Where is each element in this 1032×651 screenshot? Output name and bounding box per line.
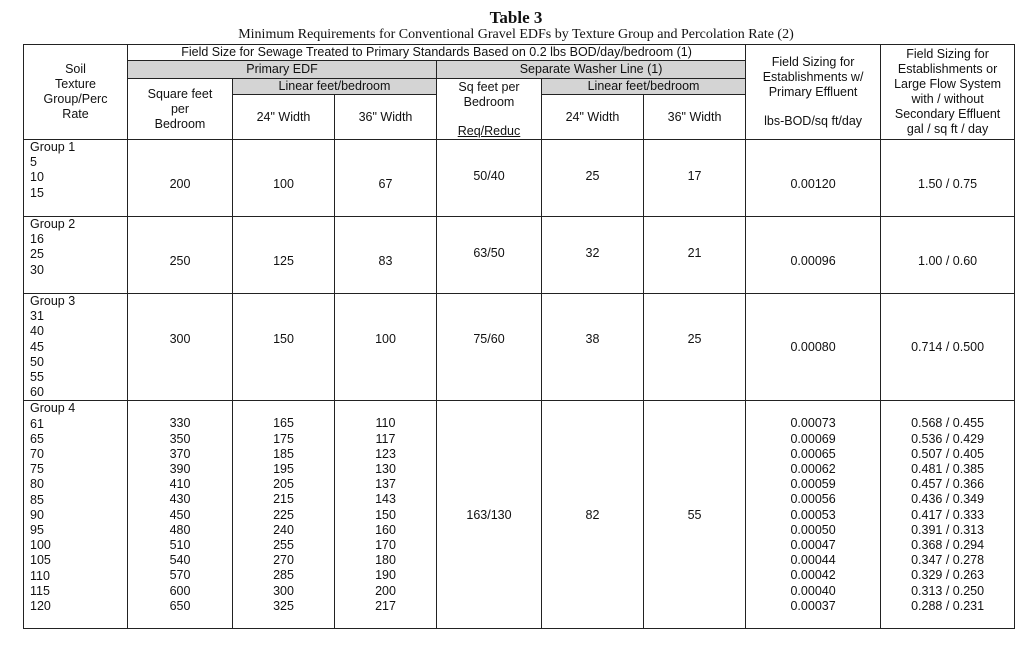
lin36-cell xyxy=(335,401,437,629)
large-cell: 0.714 / 0.500 xyxy=(881,294,1015,401)
lin24-cell: 150 xyxy=(233,294,335,401)
est-value: 0.00037 xyxy=(790,598,836,613)
lin36-value: 170 xyxy=(375,538,396,553)
field-sizing-est-line: Establishments w/ xyxy=(762,70,864,84)
lin24-value: 270 xyxy=(273,553,294,568)
large-cell: 1.50 / 0.75 xyxy=(881,140,1015,217)
est-value: 0.00065 xyxy=(790,446,836,461)
large-value: 0.288 / 0.231 xyxy=(911,598,985,613)
perc-rate: 85 xyxy=(30,492,44,507)
large-value: 0.457 / 0.366 xyxy=(911,477,985,492)
perc-rate: 61 xyxy=(30,416,44,431)
large-value: 0.347 / 0.278 xyxy=(911,553,985,568)
lin24-value: 255 xyxy=(273,538,294,553)
sqft-value: 370 xyxy=(169,446,191,461)
est-value: 0.00053 xyxy=(790,507,836,522)
lin24-value: 185 xyxy=(273,446,294,461)
lin36-value: 110 xyxy=(375,416,396,431)
soil-header-line: Texture xyxy=(55,77,96,91)
lin36-value: 180 xyxy=(375,553,396,568)
perc-rate: 80 xyxy=(30,477,44,492)
separate-washer-header: Separate Washer Line (1) xyxy=(437,61,746,79)
lin24-value: 225 xyxy=(273,507,294,522)
washer24-cell: 25 xyxy=(542,140,644,217)
group-cell xyxy=(24,140,128,217)
lin36-value: 200 xyxy=(375,583,396,598)
sq-feet-washer-line: Bedroom xyxy=(463,95,515,109)
perc-rate: 40 xyxy=(30,324,44,339)
sqft-cell xyxy=(128,401,233,629)
table-row-group-4 xyxy=(24,401,1015,629)
perc-rate: 30 xyxy=(30,262,44,277)
table-subtitle: Minimum Requirements for Conventional Gravel EDFs by Texture Group and Percolation Rate (2) xyxy=(238,27,794,42)
lin36-cell: 67 xyxy=(335,140,437,217)
perc-rate: 120 xyxy=(30,599,51,614)
large-value: 0.417 / 0.333 xyxy=(911,507,985,522)
perc-rate: 110 xyxy=(30,568,50,583)
lin36-value: 137 xyxy=(375,477,396,492)
soil-header xyxy=(24,45,128,140)
washer36-cell: 55 xyxy=(644,401,746,629)
group-cell xyxy=(24,217,128,294)
perc-rate: 70 xyxy=(30,447,44,462)
large-value: 0.536 / 0.429 xyxy=(911,431,985,446)
sqft-header-line: Bedroom xyxy=(154,116,206,131)
large-cell xyxy=(881,401,1015,629)
primary-edf-header: Primary EDF xyxy=(128,61,437,79)
group-label: Group 4 xyxy=(30,401,76,416)
sqft-value: 430 xyxy=(169,492,191,507)
soil-header-lines xyxy=(24,62,127,122)
perc-rate: 16 xyxy=(30,232,44,247)
group-cell xyxy=(24,401,128,629)
washer36-cell: 21 xyxy=(644,217,746,294)
lin36-value: 123 xyxy=(375,446,396,461)
washer-sq-cell: 75/60 xyxy=(437,294,542,401)
width-36-washer-header: 36" Width xyxy=(644,95,746,140)
sqft-cell: 250 xyxy=(128,217,233,294)
est-value: 0.00050 xyxy=(790,522,836,537)
table-row-group-2 xyxy=(24,217,1015,294)
sqft-value: 350 xyxy=(169,431,191,446)
sqft-value: 600 xyxy=(169,583,191,598)
lin24-cell: 125 xyxy=(233,217,335,294)
sqft-cell: 300 xyxy=(128,294,233,401)
est-value: 0.00042 xyxy=(790,568,836,583)
field-size-header: Field Size for Sewage Treated to Primary Standards Based on 0.2 lbs BOD/day/bedroom (1) xyxy=(128,45,746,61)
width-24-primary-header: 24" Width xyxy=(233,95,335,140)
est-cell xyxy=(746,401,881,629)
lin36-value: 190 xyxy=(375,568,396,583)
lin24-value: 285 xyxy=(273,568,294,583)
sqft-header-line: Square feet xyxy=(147,86,213,101)
perc-rate: 65 xyxy=(30,431,44,446)
lin36-value: 143 xyxy=(375,492,396,507)
field-sizing-est-line: Primary Effluent xyxy=(768,85,858,99)
sqft-per-bedroom-header xyxy=(128,79,233,140)
perc-rate: 15 xyxy=(30,185,44,200)
field-sizing-large-line: Large Flow System xyxy=(894,77,1002,91)
lin24-value: 175 xyxy=(273,431,294,446)
est-cell: 0.00120 xyxy=(746,140,881,217)
large-value: 0.481 / 0.385 xyxy=(911,462,985,477)
table-row-group-3 xyxy=(24,294,1015,401)
field-sizing-establishments-header xyxy=(746,45,881,140)
washer24-cell: 32 xyxy=(542,217,644,294)
linear-feet-primary-header: Linear feet/bedroom xyxy=(233,79,437,95)
large-value: 0.568 / 0.455 xyxy=(911,416,985,431)
group-label: Group 2 xyxy=(30,217,76,231)
est-value: 0.00047 xyxy=(790,538,836,553)
lin24-cell: 100 xyxy=(233,140,335,217)
req-reduc-label: Req/Reduc xyxy=(457,124,521,138)
lin24-value: 300 xyxy=(273,583,294,598)
group-cell xyxy=(24,294,128,401)
field-sizing-large-header xyxy=(881,45,1015,140)
large-value: 0.368 / 0.294 xyxy=(911,538,985,553)
group-label: Group 3 xyxy=(30,294,76,308)
washer36-cell: 25 xyxy=(644,294,746,401)
est-cell: 0.00080 xyxy=(746,294,881,401)
est-cell: 0.00096 xyxy=(746,217,881,294)
field-sizing-large-line: Field Sizing for xyxy=(906,47,989,61)
sqft-header-line: per xyxy=(170,101,190,116)
lin24-value: 195 xyxy=(273,462,294,477)
soil-header-line: Rate xyxy=(62,107,89,121)
perc-rate: 55 xyxy=(30,370,44,385)
est-value: 0.00073 xyxy=(790,416,836,431)
sqft-value: 650 xyxy=(169,598,191,613)
sqft-value: 330 xyxy=(169,416,191,431)
soil-header-line: Soil xyxy=(65,62,86,76)
perc-rate: 115 xyxy=(30,583,50,598)
perc-rate: 95 xyxy=(30,523,44,538)
washer24-cell: 82 xyxy=(542,401,644,629)
perc-rate: 105 xyxy=(30,553,51,568)
large-value: 0.507 / 0.405 xyxy=(911,446,985,461)
field-sizing-large-line: Establishments or xyxy=(897,62,998,76)
est-value: 0.00059 xyxy=(790,477,836,492)
perc-rate: 50 xyxy=(30,354,44,369)
lin36-value: 117 xyxy=(375,431,396,446)
large-value: 0.329 / 0.263 xyxy=(911,568,985,583)
est-value: 0.00056 xyxy=(790,492,836,507)
lin36-value: 130 xyxy=(375,462,396,477)
washer-sq-cell: 50/40 xyxy=(437,140,542,217)
washer-sq-cell: 63/50 xyxy=(437,217,542,294)
sqft-value: 540 xyxy=(169,553,191,568)
sqft-value: 570 xyxy=(169,568,191,583)
perc-rate: 100 xyxy=(30,538,51,553)
large-value: 0.436 / 0.349 xyxy=(911,492,985,507)
lbs-unit-label: lbs-BOD/sq ft/day xyxy=(764,114,863,128)
group-label: Group 1 xyxy=(30,140,76,154)
est-value: 0.00069 xyxy=(790,431,836,446)
washer36-cell: 17 xyxy=(644,140,746,217)
width-36-primary-header: 36" Width xyxy=(335,95,437,140)
washer-sq-cell: 163/130 xyxy=(437,401,542,629)
est-value: 0.00062 xyxy=(790,462,836,477)
perc-rate: 25 xyxy=(30,247,44,262)
large-cell: 1.00 / 0.60 xyxy=(881,217,1015,294)
sq-feet-washer-line: Sq feet per xyxy=(458,80,520,94)
lin36-value: 160 xyxy=(375,522,396,537)
linear-feet-washer-header: Linear feet/bedroom xyxy=(542,79,746,95)
lin36-cell: 83 xyxy=(335,217,437,294)
sqft-value: 510 xyxy=(169,538,191,553)
lin24-value: 205 xyxy=(273,477,294,492)
field-sizing-est-line: Field Sizing for xyxy=(771,55,855,69)
lin36-value: 150 xyxy=(375,507,396,522)
large-value: 0.391 / 0.313 xyxy=(911,522,985,537)
lin24-value: 325 xyxy=(273,598,294,613)
sq-feet-washer-header xyxy=(437,79,542,140)
lin24-value: 240 xyxy=(273,522,294,537)
washer24-cell: 38 xyxy=(542,294,644,401)
width-24-washer-header: 24" Width xyxy=(542,95,644,140)
perc-rate: 90 xyxy=(30,507,44,522)
sqft-value: 480 xyxy=(169,522,191,537)
perc-rate: 45 xyxy=(30,339,44,354)
perc-rate: 60 xyxy=(30,385,44,400)
sqft-value: 450 xyxy=(169,507,191,522)
lin24-value: 165 xyxy=(273,416,294,431)
requirements-table xyxy=(23,44,1015,629)
field-sizing-large-line: Secondary Effluent xyxy=(894,107,1001,121)
perc-rate: 75 xyxy=(30,462,44,477)
lin36-cell: 100 xyxy=(335,294,437,401)
est-value: 0.00040 xyxy=(790,583,836,598)
lin24-value: 215 xyxy=(273,492,294,507)
est-value: 0.00044 xyxy=(790,553,836,568)
perc-rate: 5 xyxy=(30,155,37,170)
sqft-value: 390 xyxy=(169,462,191,477)
lin24-cell xyxy=(233,401,335,629)
table-title: Table 3 xyxy=(489,8,543,27)
sqft-value: 410 xyxy=(169,477,191,492)
field-sizing-large-line: gal / sq ft / day xyxy=(906,122,989,136)
large-value: 0.313 / 0.250 xyxy=(911,583,985,598)
field-sizing-large-line: with / without xyxy=(911,92,984,106)
lin36-value: 217 xyxy=(375,598,396,613)
soil-header-line: Group/Perc xyxy=(43,92,108,106)
perc-rate: 31 xyxy=(30,309,44,324)
table-row-group-1 xyxy=(24,140,1015,217)
perc-rate: 10 xyxy=(30,170,44,185)
sqft-cell: 200 xyxy=(128,140,233,217)
